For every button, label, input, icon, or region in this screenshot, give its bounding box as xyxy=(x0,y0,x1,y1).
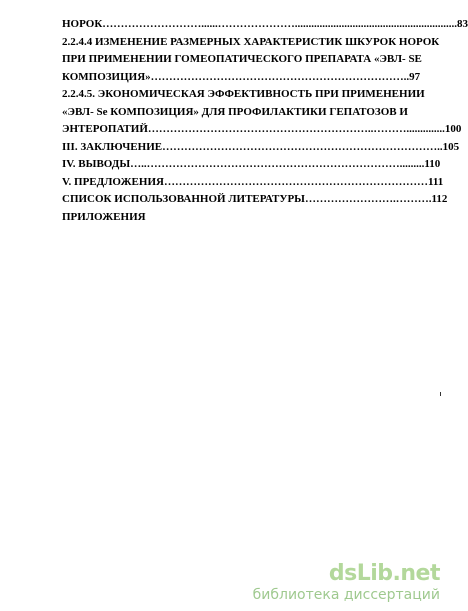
toc-line-2-2-4-4-cont: ПРИ ПРИМЕНЕНИИ ГОМЕОПАТИЧЕСКОГО ПРЕПАРАТА «ЭВЛ- SE xyxy=(62,53,422,65)
toc-line-2-2-4-5-cont: «ЭВЛ- Se КОМПОЗИЦИЯ» ДЛЯ ПРОФИЛАКТИКИ ГЕПАТОЗОВ И xyxy=(62,105,408,118)
toc-line-conclusion: III. ЗАКЛЮЧЕНИЕ…………………………………………………………………..105 xyxy=(62,140,460,153)
watermark-logo: dsLib.net xyxy=(328,561,440,586)
toc-line-proposals: V. ПРЕДЛОЖЕНИЯ………………………………………………………………111 xyxy=(62,175,444,188)
toc-line-2-2-4-5-page: ЭНТЕРОПАТИЙ……………………………………………………..………..............100 xyxy=(62,123,462,135)
toc-line-minks-83: НОРОК………………………......…………………...........................................................83 xyxy=(62,18,468,30)
table-of-contents xyxy=(62,16,468,226)
dslib-watermark xyxy=(253,563,440,603)
toc-line-2-2-4-4-title: 2.2.4.4 ИЗМЕНЕНИЕ РАЗМЕРНЫХ ХАРАКТЕРИСТИК ШКУРОК НОРОК xyxy=(62,35,440,48)
scan-artifact-mark xyxy=(440,392,441,396)
toc-line-findings: IV. ВЫВОДЫ…..…………………………………………………………….........110 xyxy=(62,158,441,170)
watermark-subtitle: библиотека диссертаций xyxy=(252,587,440,603)
toc-line-appendices: ПРИЛОЖЕНИЯ xyxy=(62,210,146,223)
toc-line-references: СПИСОК ИСПОЛЬЗОВАННОЙ ЛИТЕРАТУРЫ…………………….……….112 xyxy=(62,193,448,205)
toc-line-2-2-4-4-page: КОМПОЗИЦИЯ»……………………………………………………………..97 xyxy=(62,70,421,83)
toc-line-2-2-4-5-title: 2.2.4.5. ЭКОНОМИЧЕСКАЯ ЭФФЕКТИВНОСТЬ ПРИ ПРИМЕНЕНИИ xyxy=(62,88,425,100)
